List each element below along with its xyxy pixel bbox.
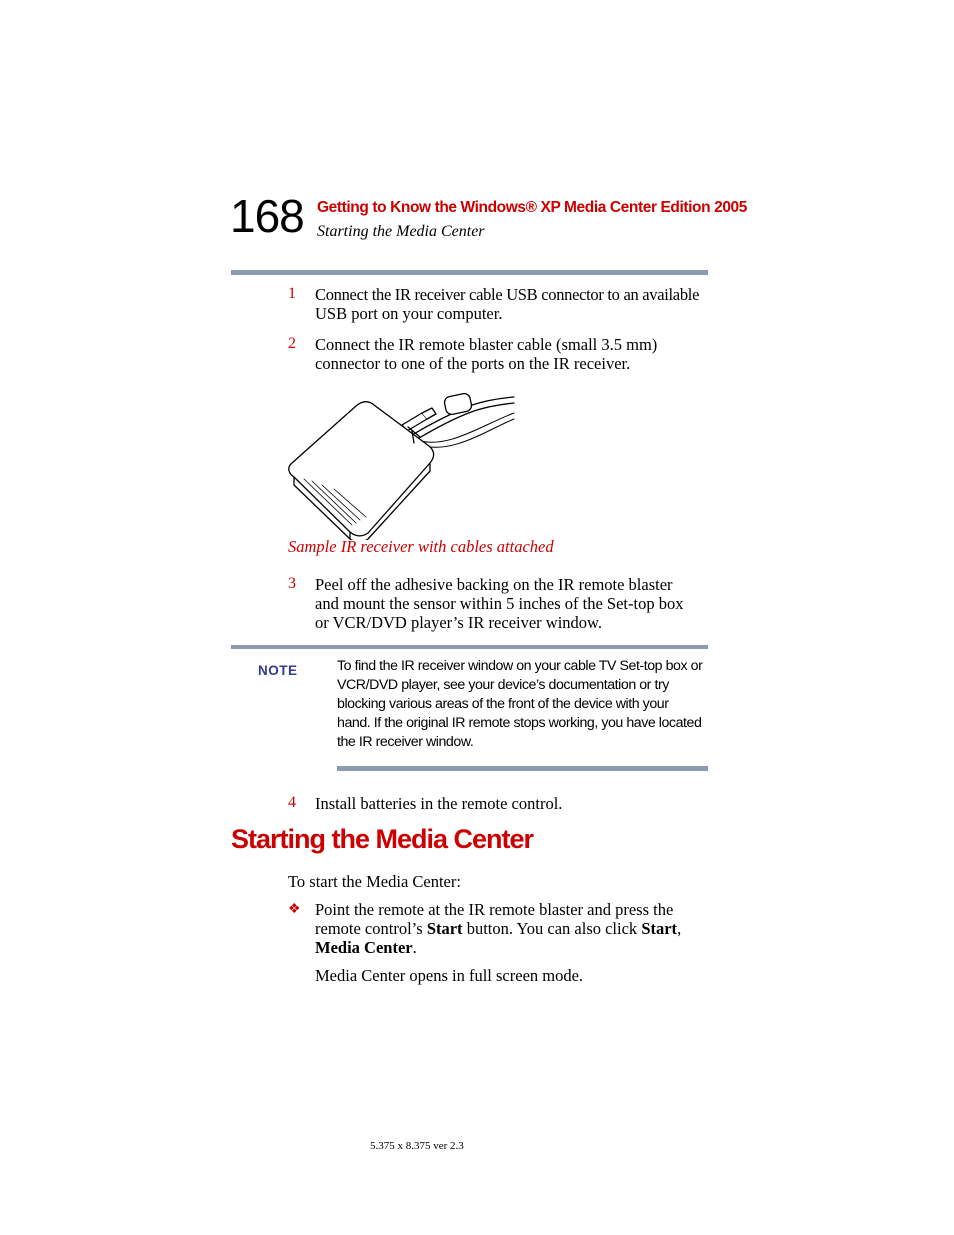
note-line: VCR/DVD player, see your device’s documentation or try [337,677,669,693]
bullet-line: Point the remote at the IR remote blaster and press the [315,900,674,919]
header-rule [231,270,708,275]
step-line: Install batteries in the remote control. [315,794,563,813]
step-text [315,575,715,632]
note-line: hand. If the original IR remote stops working, you have located [337,715,702,731]
diamond-bullet-icon: ❖ [288,902,301,917]
section-intro: To start the Media Center: [288,872,461,891]
step-text [315,335,715,373]
step-text [315,794,715,813]
bold-term-start: Start [641,919,678,938]
note-text [337,657,709,752]
text-run: remote control’s [315,919,427,938]
text-run: button. You can also click [462,919,642,938]
bullet-line [315,919,715,938]
footer-version: 5.375 x 8.375 ver 2.3 [370,1140,464,1152]
page-number: 168 [230,190,304,242]
section-subtitle: Starting the Media Center [317,223,485,240]
section-heading: Starting the Media Center [231,824,534,854]
result-text: Media Center opens in full screen mode. [315,966,584,985]
bold-term-media-center: Media Center [315,938,413,957]
note-line: To find the IR receiver window on your cable TV Set-top box or [337,658,703,674]
step-line: connector to one of the ports on the IR receiver. [315,354,631,373]
step-number: 1 [288,285,296,302]
step-line: USB port on your computer. [315,304,503,323]
chapter-title: Getting to Know the Windows® XP Media Center Edition 2005 [317,199,747,216]
step-line: Peel off the adhesive backing on the IR remote blaster [315,575,673,594]
step-line: Connect the IR receiver cable USB connector to an available [315,285,700,304]
step-line: and mount the sensor within 5 inches of the Set-top box [315,594,684,613]
bold-term-start: Start [426,919,463,938]
step-number: 3 [288,575,296,592]
step-number: 2 [288,335,296,352]
ir-receiver-illustration [282,385,518,540]
step-text [315,285,715,323]
note-line: the IR receiver window. [337,734,474,750]
text-run: , [677,919,682,938]
bullet-line [315,938,715,957]
note-label: NOTE [258,663,298,678]
step-line: Connect the IR remote blaster cable (small 3.5 mm) [315,335,658,354]
note-line: blocking various areas of the front of the device with your [337,696,669,712]
step-number: 4 [288,794,296,811]
figure-caption: Sample IR receiver with cables attached [288,537,554,556]
step-line: or VCR/DVD player’s IR receiver window. [315,613,603,632]
text-run: . [412,938,417,957]
note-bottom-rule [337,766,708,771]
note-top-rule [231,645,708,649]
bullet-text [315,900,715,957]
